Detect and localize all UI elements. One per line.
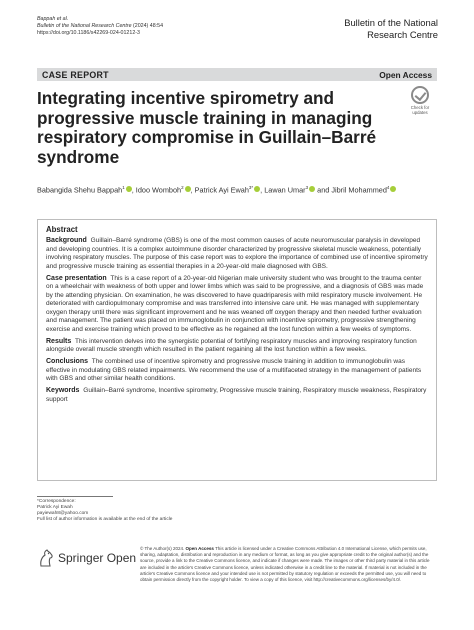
- section-label: Conclusions: [46, 358, 89, 365]
- orcid-icon[interactable]: [185, 186, 191, 192]
- author-name: Babangida Shehu Bappah: [37, 185, 123, 195]
- author-name: Jibril Mohammed: [331, 185, 387, 195]
- footnote-divider: [37, 496, 113, 497]
- section-text: This is a case report of a 20-year-old Nigerian male university student who was brought to the trauma center on a wheelchair with weakness of both upper and lower limbs which was said to be progressive, and a diagnosis of GBS was made by the attending physician. On examination, he was discovered to have quadriparesis with mild respiratory muscle involvement. He deteriorated with cardiopulmonary compromise and was transferred into intensive care unit. He was managed with supplementary oxygen therapy until there was significant improvement and he was weaned off oxygen therapy and then needed further evaluation and management. The patient was placed on immunoglobulin in conjunction with incentive spirometry, progressive strengthening exercise and exercise training which proved to be effective as he regained all the lost function within a few weeks of symptoms.: [46, 274, 424, 333]
- correspondence-email[interactable]: payiewah8@yahoo.com: [37, 511, 89, 516]
- check-icon: [411, 86, 429, 104]
- correspondence-name: Patrick Ayi Ewah: [37, 505, 73, 510]
- author-affiliation: 2: [181, 185, 184, 190]
- author-affiliation: 3*: [248, 185, 254, 190]
- abstract-background: [46, 237, 428, 271]
- abstract-box: [37, 219, 437, 481]
- author-affiliation: 3: [305, 185, 309, 190]
- section-text: This intervention delves into the synergistic potential of fortifying respiratory muscles and improving respiratory function alongside overall muscle strength which resulted in the patient regaining all the lost function within a few weeks.: [46, 337, 417, 353]
- author-name: Patrick Ayi Ewah: [194, 185, 249, 195]
- publisher-logo: [37, 548, 136, 568]
- open-access-label: Open Access: [379, 69, 432, 80]
- abstract-heading: Abstract: [46, 225, 78, 234]
- open-access-tag: Open Access: [185, 546, 214, 551]
- author-list: Babangida Shehu Bappah$^1$ , Idoo Womboh$^2$ , Patrick Ayi Ewah$^{3*}$ , Lawan Umar$^3$ and Jibril Mohammed$^4$: [37, 183, 437, 195]
- section-label: Results: [46, 337, 72, 345]
- abstract-case-presentation: [46, 275, 428, 335]
- license-body: This article is licensed under a Creative Commons Attribution 4.0 International License, which permits use, sharing, adaptation, distribution and reproduction in any medium or format, as long as you give appropriate credit to the original author(s) and the source, provide a link to the Creative Commons licence, and indicate if changes were made. The images or other third party material in this article are included in the article's Creative Commons licence, unless indicated otherwise in a credit line to the material. If material is not included in the article's Creative Commons licence and your intended use is not permitted by statutory regulation or exceeds the permitted use, you will need to obtain permission directly from the copyright holder. To view a copy of this licence, visit http://creativecommons.org/licenses/by/4.0/.: [140, 546, 430, 583]
- abstract-results: [46, 338, 428, 355]
- check-for-updates-badge[interactable]: [405, 86, 435, 116]
- author-affiliation: 1: [122, 185, 125, 190]
- orcid-icon[interactable]: [126, 186, 132, 192]
- doi-link[interactable]: https://doi.org/10.1186/s42269-024-01212-3: [37, 30, 140, 36]
- journal-citation: Bulletin of the National Research Centre (2024) 48:54: [37, 23, 164, 29]
- citation-block: [37, 16, 163, 37]
- section-text: Guillain–Barré syndrome (GBS) is one of the most common causes of acute neuromuscular paralysis in developed and developing countries. It is a complex autoimmune disorder characterized by progressive skeletal muscle weakness, potentially involving respiratory muscles. The purpose of this case report was to explore the importance of combined use of incentive spirometry and progressive muscle training as essential therapies in a 20-year-old male diagnosed with GBS.: [46, 237, 428, 270]
- article-type-banner: [37, 68, 437, 81]
- article-type: CASE REPORT: [42, 69, 109, 80]
- section-text: Guillain–Barré syndrome, Incentive spirometry, Progressive muscle training, Respiratory muscle weakness, Respiratory support: [46, 387, 427, 403]
- check-for-updates-text: Check for updates: [410, 105, 430, 115]
- section-label: Background: [46, 237, 87, 244]
- author-affiliation: 4: [386, 185, 390, 190]
- copyright-lead: © The Author(s) 2024.: [140, 546, 185, 551]
- springer-horse-icon: [37, 548, 55, 568]
- section-label: Case presentation: [46, 274, 107, 282]
- abstract-conclusions: [46, 358, 428, 384]
- publisher-name: Springer Open: [58, 551, 137, 565]
- author-name: Lawan Umar: [264, 185, 306, 195]
- author-short: Bappah et al.: [37, 16, 69, 22]
- section-label: Keywords: [46, 387, 80, 394]
- author-info-note: Full list of author information is available at the end of the article: [37, 517, 173, 522]
- orcid-icon[interactable]: [390, 186, 396, 192]
- journal-name: Bulletin of the National Research Centre: [344, 17, 438, 40]
- license-text: [140, 546, 437, 583]
- orcid-icon[interactable]: [309, 186, 315, 192]
- correspondence-block: [37, 499, 172, 523]
- abstract-keywords: [46, 387, 428, 404]
- article-title: Integrating incentive spirometry and progressive muscle training in managing respiratory compromise in Guillain–Barré syndrome: [37, 88, 377, 167]
- orcid-icon[interactable]: [254, 186, 260, 192]
- author-name: Idoo Womboh: [135, 185, 182, 195]
- correspondence-label: *Correspondence:: [37, 499, 76, 504]
- section-text: The combined use of incentive spirometry and progressive muscle training in addition to immunoglobulin was effective in modulating GBS related impairments. We recommend the use of a multifaceted strategy in the management of patients with GBS and other similar health conditions.: [46, 358, 422, 382]
